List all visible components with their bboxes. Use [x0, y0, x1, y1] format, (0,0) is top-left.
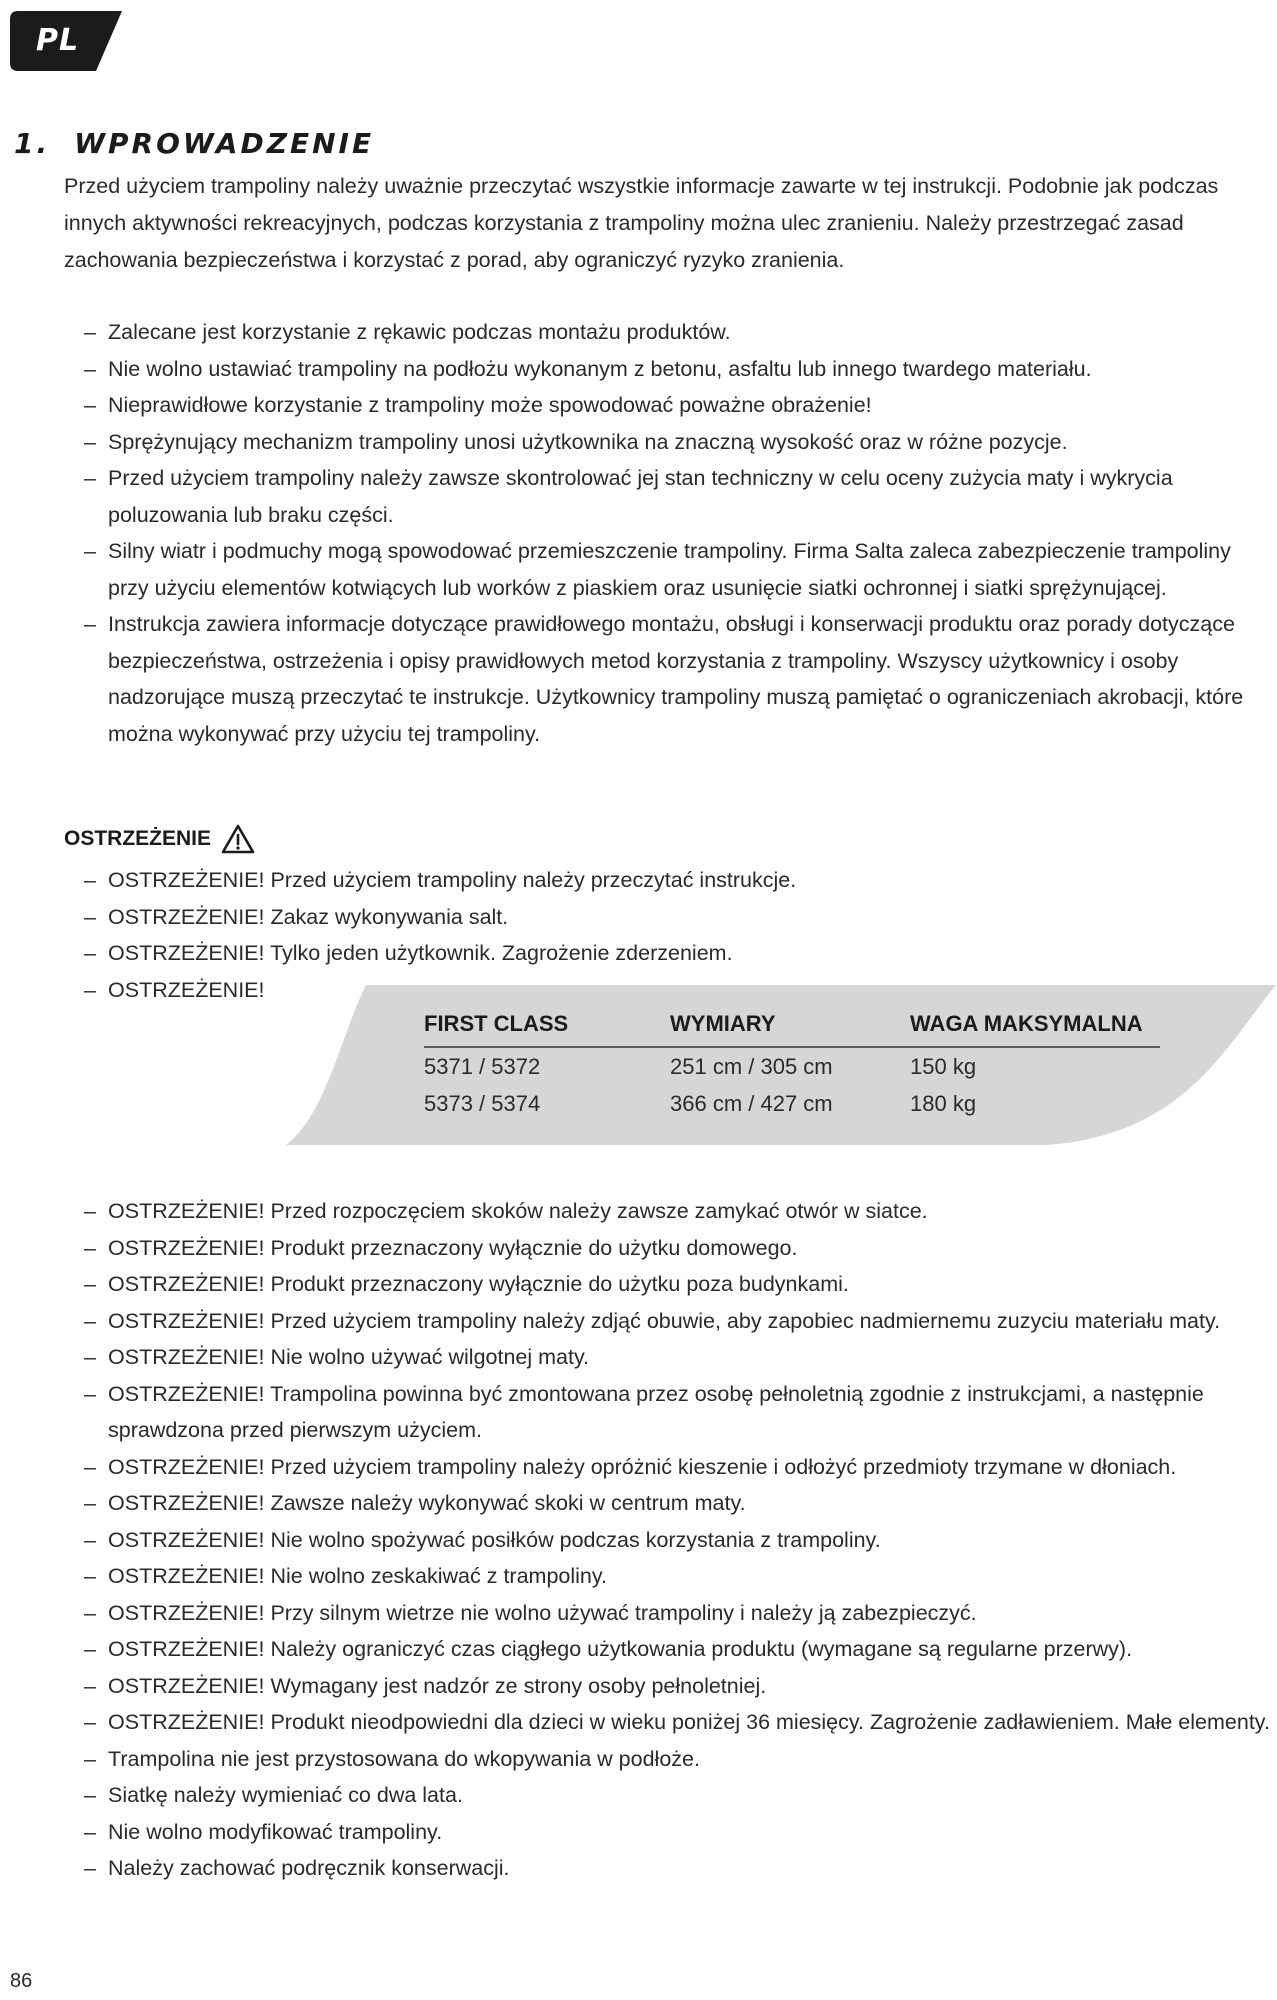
list-item: – OSTRZEŻENIE! Nie wolno spożywać posiłków podczas korzystania z trampoliny. — [84, 1527, 881, 1552]
spec-cell-max-weight: 150 kg — [910, 1053, 977, 1079]
list-item: – Zalecane jest korzystanie z rękawic podczas montażu produktów. — [84, 320, 731, 344]
spec-cell-max-weight: 180 kg — [910, 1090, 977, 1116]
spec-cell-model: 5371 / 5372 — [424, 1053, 541, 1079]
intro-bullet-list — [84, 314, 1274, 752]
table-row — [424, 1085, 1160, 1122]
list-item: – Należy zachować podręcznik konserwacji. — [84, 1856, 510, 1880]
list-item: – OSTRZEŻENIE! Tylko jeden użytkownik. Zagrożenie zderzeniem. — [84, 941, 733, 965]
intro-paragraph: Przed użyciem trampoliny należy uważnie przeczytać wszystkie informacje zawarte w tej instrukcji. Podobnie jak podczas innych aktywności rekreacyjnych, podczas korzystania z trampoliny można ulec zranieniu. Należy przestrzegać zasad zachowania bezpieczeństwa i korzystać z porad, aby ograniczyć ryzyko zranienia. — [64, 174, 1219, 272]
spec-cell-dimensions: 251 cm / 305 cm — [670, 1053, 833, 1079]
list-item: – Sprężynujący mechanizm trampoliny unosi użytkownika na znaczną wysokość oraz w różne pozycje. — [84, 429, 1068, 454]
list-item: – Silny wiatr i podmuchy mogą spowodować przemieszczenie trampoliny. Firma Salta zaleca zabezpieczenie trampoliny przy użyciu elementów kotwiących lub worków z piaskiem oraz usunięcie siatki ochronnej i siatki sprężynującej. — [84, 539, 1231, 600]
list-item: – OSTRZEŻENIE! Przed użyciem trampoliny należy zdjąć obuwie, aby zapobiec nadmiernemu zuzyciu materiału maty. — [84, 1308, 1221, 1333]
language-badge — [10, 11, 120, 71]
list-item: – OSTRZEŻENIE! Przed użyciem trampoliny należy przeczytać instrukcje. — [84, 868, 797, 892]
section-heading — [14, 127, 374, 160]
list-item: – Nie wolno modyfikować trampoliny. — [84, 1819, 443, 1844]
list-item: – OSTRZEŻENIE! Nie wolno używać wilgotnej maty. — [84, 1345, 590, 1369]
list-item: – OSTRZEŻENIE! Produkt przeznaczony wyłącznie do użytku poza budynkami. — [84, 1272, 849, 1296]
list-item: – OSTRZEŻENIE! Przed użyciem trampoliny należy opróżnić kieszenie i odłożyć przedmioty trzymane w dłoniach. — [84, 1454, 1177, 1479]
list-item: – Instrukcja zawiera informacje dotyczące prawidłowego montażu, obsługi i konserwacji produktu oraz porady dotyczące bezpieczeństwa, ostrzeżenia i opisy prawidłowych metod korzystania z trampoliny. Wszyscy użytkownicy i osoby nadzorujące muszą przeczytać te instrukcje. Użytkownicy trampoliny muszą pamiętać o ograniczeniach akrobacji, które można wykonywać przy użyciu tej trampoliny. — [84, 612, 1244, 746]
spec-cell-dimensions: 366 cm / 427 cm — [670, 1090, 833, 1116]
warning-list-bottom — [84, 1193, 1274, 1887]
language-code: PL — [36, 23, 80, 58]
spec-header-model: FIRST CLASS — [424, 1008, 670, 1047]
list-item: – OSTRZEŻENIE! Zakaz wykonywania salt. — [84, 904, 509, 929]
section-number: 1. — [14, 127, 51, 160]
list-item: – Trampolina nie jest przystosowana do wkopywania w podłoże. — [84, 1746, 700, 1771]
table-row — [424, 1047, 1160, 1085]
section-title: WPROWADZENIE — [74, 127, 375, 160]
list-item: – Przed użyciem trampoliny należy zawsze skontrolować jej stan techniczny w celu oceny zużycia maty i wykrycia poluzowania lub braku części. — [84, 466, 1173, 527]
list-item: – Nie wolno ustawiać trampoliny na podłożu wykonanym z betonu, asfaltu lub innego twardego materiału. — [84, 356, 1092, 381]
spec-header-max-weight: WAGA MAKSYMALNA — [910, 1008, 1160, 1047]
page-number: 86 — [10, 1970, 33, 1992]
list-item: – Siatkę należy wymieniać co dwa lata. — [84, 1783, 463, 1807]
list-item: – OSTRZEŻENIE! Produkt nieodpowiedni dla dzieci w wieku poniżej 36 miesięcy. Zagrożenie zadławieniem. Małe elementy. — [84, 1710, 1270, 1734]
spec-table — [424, 1008, 1160, 1122]
list-item: – OSTRZEŻENIE! Przy silnym wietrze nie wolno używać trampoliny i należy ją zabezpieczyć. — [84, 1600, 977, 1625]
warning-triangle-icon — [221, 824, 255, 854]
list-item: – OSTRZEŻENIE! Nie wolno zeskakiwać z trampoliny. — [84, 1564, 608, 1588]
list-item: – OSTRZEŻENIE! Trampolina powinna być zmontowana przez osobę pełnoletnią zgodnie z instrukcjami, a następnie sprawdzona przed pierwszym użyciem. — [84, 1381, 1204, 1442]
warning-heading — [64, 824, 255, 854]
list-item: – OSTRZEŻENIE! Produkt przeznaczony wyłącznie do użytku domowego. — [84, 1235, 798, 1260]
list-item: – OSTRZEŻENIE! Należy ograniczyć czas ciągłego użytkowania produktu (wymagane są regularne przerwy). — [84, 1637, 1133, 1661]
list-item: – OSTRZEŻENIE! Przed rozpoczęciem skoków należy zawsze zamykać otwór w siatce. — [84, 1199, 928, 1223]
spec-header-dimensions: WYMIARY — [670, 1008, 910, 1047]
list-item: – OSTRZEŻENIE! Zawsze należy wykonywać skoki w centrum maty. — [84, 1491, 746, 1515]
list-item: – OSTRZEŻENIE! Wymagany jest nadzór ze strony osoby pełnoletniej. — [84, 1673, 767, 1698]
list-item: – Nieprawidłowe korzystanie z trampoliny może spowodować poważne obrażenie! — [84, 393, 872, 417]
warning-heading-label: OSTRZEŻENIE — [64, 827, 212, 850]
spec-cell-model: 5373 / 5374 — [424, 1090, 541, 1116]
list-item: – OSTRZEŻENIE! — [84, 977, 265, 1002]
spec-table-header-row — [424, 1008, 1160, 1047]
